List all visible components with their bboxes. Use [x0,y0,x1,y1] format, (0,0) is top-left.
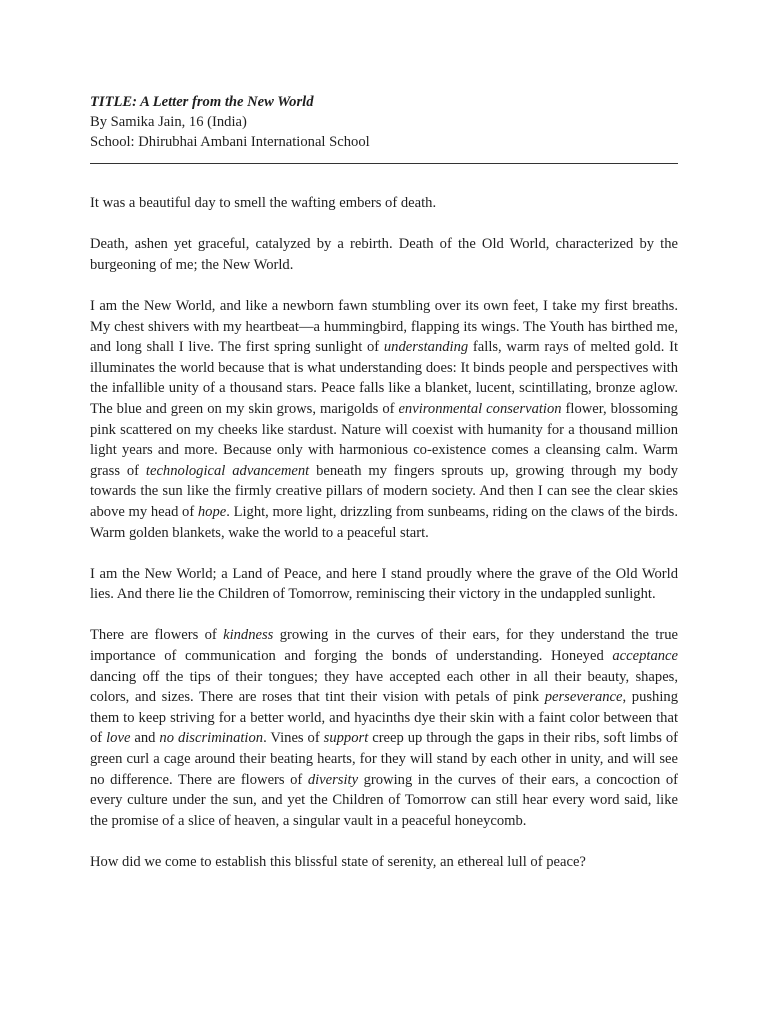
text-span: . Light, more light, drizzling from sunbeams, riding on the claws of the birds. Warm golden blankets, wake the world to a peaceful start. [90,503,678,541]
paragraph-1: It was a beautiful day to smell the wafting embers of death. [90,195,437,211]
text-span: and [130,730,160,747]
text-span: There are flowers of [90,627,224,644]
document-title: TITLE: A Letter from the New World [90,94,314,110]
text-span: creep up through the gaps in their ribs, soft limbs of green curl a cage around their beating hearts, for they will stand by each other in unity, and will see no difference. There are flowers of [90,730,678,788]
text-span: dancing off the tips of their tongues; they have accepted each other in all their beauty, shapes, colors, and sizes. There are roses that tint their vision with petals of pink [90,668,678,706]
emphasis-hope: hope [197,503,227,520]
school-line: School: Dhirubhai Ambani International School [90,134,370,150]
emphasis-no-discrimination: no discrimination [159,730,264,747]
text-span: flower, blossoming pink scattered on my cheeks like stardust. Nature will coexist with humanity for a thousand million light years and more. Because only with harmonious co-existence comes a cleansing calm. Warm grass of [90,400,678,479]
paragraph-6: How did we come to establish this blissful state of serenity, an ethereal lull of peace? [90,854,586,870]
emphasis-diversity: diversity [307,771,359,788]
emphasis-understanding: understanding [383,339,469,356]
paragraph-3 [90,296,678,543]
emphasis-acceptance: acceptance [612,648,678,665]
text-span: beneath my fingers sprouts up, growing through my body towards the sun like the firmly creative pillars of modern society. And then I can see the clear skies above my head of [90,462,679,520]
emphasis-environmental-conservation: environmental conservation [398,400,562,417]
emphasis-kindness: kindness [223,627,274,644]
text-span: growing in the curves of their ears, for they understand the true importance of communication and forging the bonds of understanding. Honeyed [90,627,678,665]
paragraph-4: I am the New World; a Land of Peace, and here I stand proudly where the grave of the Old World lies. And there lie the Children of Tomorrow, reminiscing their victory in the undappled sunlight. [90,565,678,603]
header-divider [90,163,678,164]
text-span: , pushing them to keep striving for a better world, and hyacinths dye their skin with a faint color between that of [90,689,679,747]
emphasis-perseverance: perseverance [544,689,623,706]
emphasis-support: support [323,730,369,747]
emphasis-love: love [106,730,131,747]
paragraph-5 [90,625,678,831]
paragraph-2: Death, ashen yet graceful, catalyzed by a rebirth. Death of the Old World, characterized by the burgeoning of me; the New World. [90,236,678,273]
text-span: . Vines of [263,730,324,747]
emphasis-technological-advancement: technological advancement [145,462,310,479]
text-span: growing in the curves of their ears, a concoction of every culture under the sun, and yet the Children of Tomorrow can still hear every word said, like the promise of a slice of heaven, a singular vault in a peaceful honeycomb. [90,771,678,829]
text-span: falls, warm rays of melted gold. It illuminates the world because that is what understanding does: It binds people and perspectives with the infallible unity of a thousand stars. Peace falls like a blanket, lucent, scintillating, bronze aglow. The blue and green on my skin grows, marigolds of [90,339,679,417]
text-span: I am the New World, and like a newborn fawn stumbling over its own feet, I take my first breaths. My chest shivers with my heartbeat—a hummingbird, flapping its wings. The Youth has birthed me, and long shall I live. The first spring sunlight of [90,297,678,356]
author-byline: By Samika Jain, 16 (India) [90,114,247,130]
document-page [90,92,678,893]
